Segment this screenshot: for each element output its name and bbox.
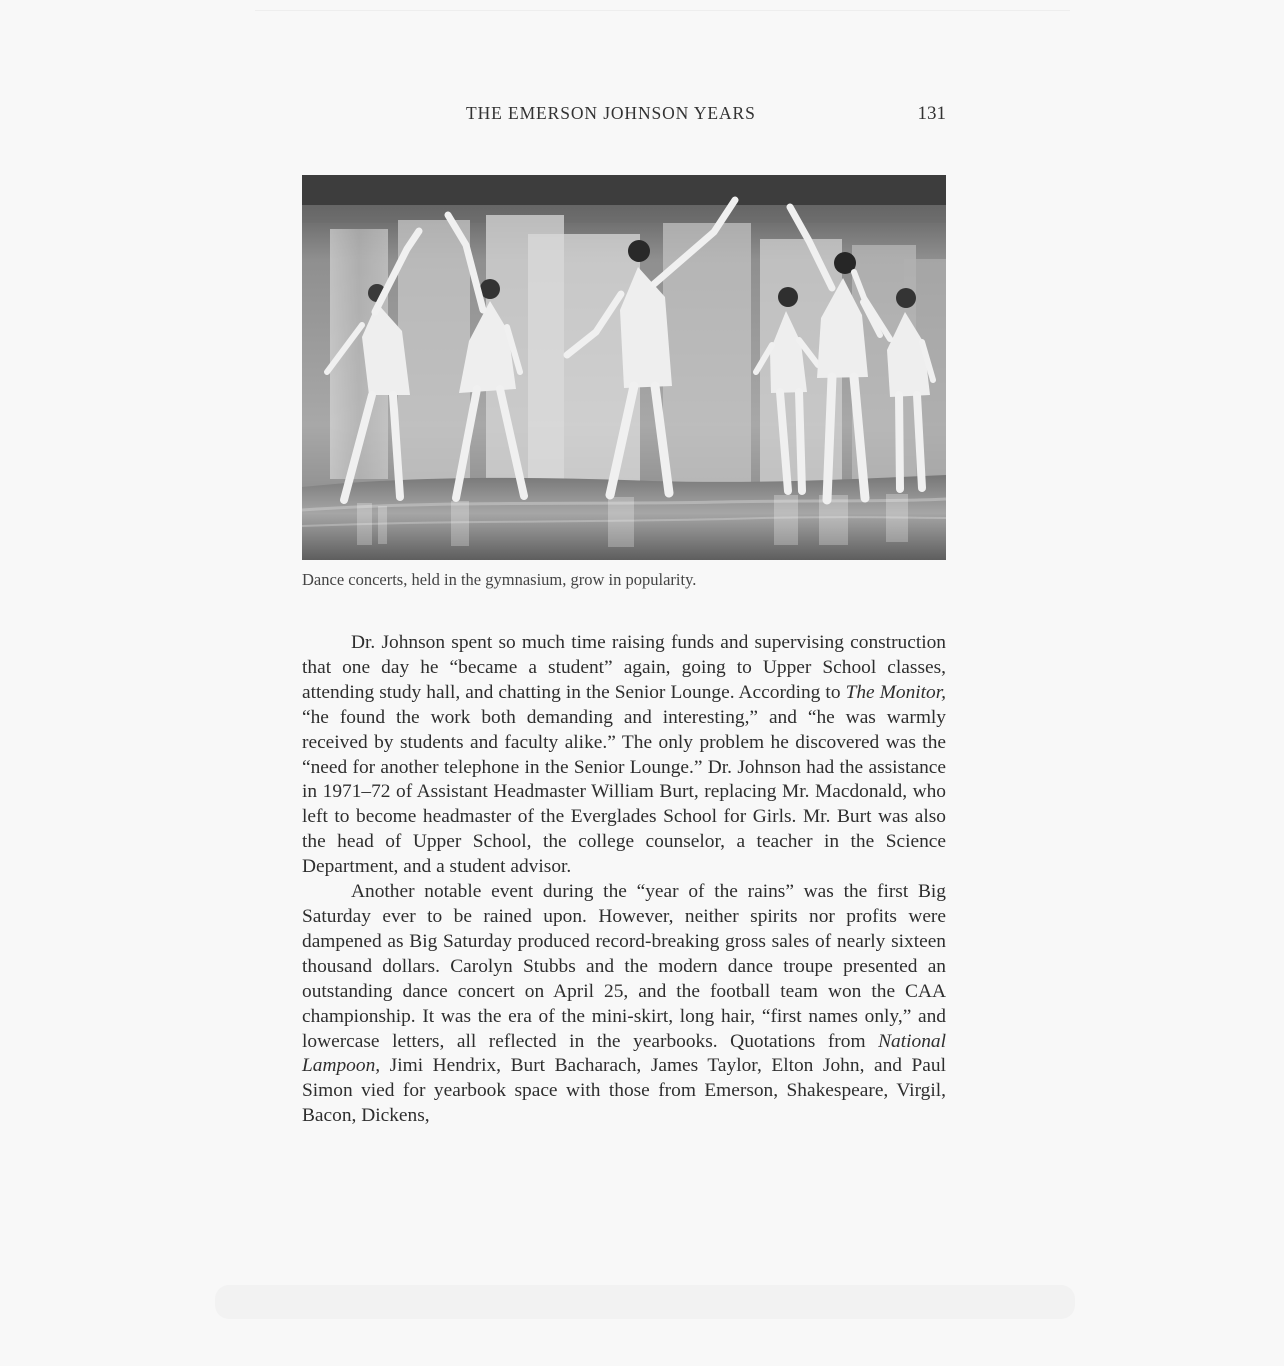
dance-concert-photo xyxy=(302,175,946,560)
paragraph-2 xyxy=(302,880,946,1129)
paragraph-1-text-b: “he found the work both demanding and interesting,” and “he was warmly received by students and faculty alike.” The only problem he discovered was the “need for another telephone in the Senior Lounge.” Dr. Johnson had the assistance in 1971–72 of Assistant Headmaster William Burt, replacing Mr. Macdonald, who left to become headmaster of the Everglades School for Girls. Mr. Burt was also the head of Upper School, the college counselor, a teacher in the Science Department, and a student advisor. xyxy=(302,706,946,878)
main-text xyxy=(302,631,946,1129)
scan-edge-line xyxy=(255,10,1070,11)
italic-publication-title: National Lampoon, xyxy=(302,1030,946,1077)
page-number: 131 xyxy=(917,103,946,124)
italic-publication-title: The Monitor, xyxy=(845,681,946,703)
scan-bottom-shadow xyxy=(215,1285,1075,1319)
photo-caption: Dance concerts, held in the gymnasium, grow in popularity. xyxy=(302,570,697,589)
running-head xyxy=(302,103,946,131)
paragraph-2-text-a: Another notable event during the “year of the rains” was the first Big Saturday ever to be rained upon. However, neither spirits nor profits were dampened as Big Saturday produced record-breaking gross sales of nearly sixteen thousand dollars. Carolyn Stubbs and the modern dance troupe presented an outstanding dance concert on April 25, and the football team won the CAA championship. It was the era of the mini-skirt, long hair, “first names only,” and lowercase letters, all reflected in the yearbooks. Quotations from xyxy=(302,881,946,1052)
running-title: THE EMERSON JOHNSON YEARS xyxy=(466,103,756,123)
paragraph-1 xyxy=(302,631,946,880)
paragraph-1-text-a: Dr. Johnson spent so much time raising funds and supervising construction that one day he “became a student” again, going to Upper School classes, attending study hall, and chatting in the Senior Lounge. According to xyxy=(302,632,946,703)
paragraph-2-text-b: Jimi Hendrix, Burt Bacharach, James Taylor, Elton John, and Paul Simon vied for yearbook space with those from Emerson, Shakespeare, Virgil, Bacon, Dickens, xyxy=(302,1055,946,1127)
